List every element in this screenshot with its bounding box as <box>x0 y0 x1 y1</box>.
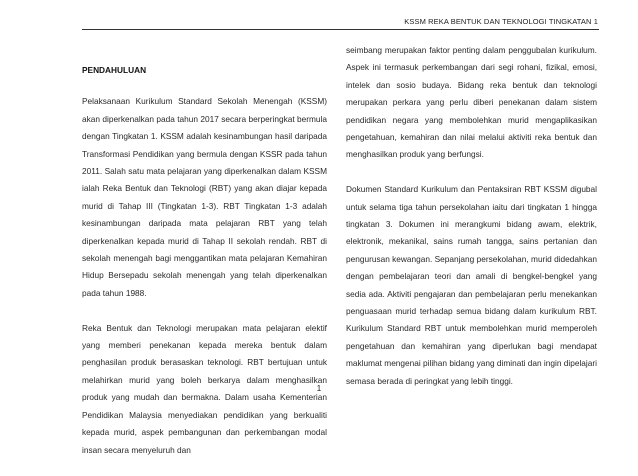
page-number: 1 <box>316 384 322 393</box>
left-column <box>82 42 327 476</box>
left-paragraph-2: Reka Bentuk dan Teknologi merupakan mata pelajaran elektif yang memberi penekanan kepada mereka bentuk dalam penghasilan produk berasaskan teknologi. RBT bertujuan untuk melahirkan murid yang boleh berkarya dalam menghasilkan produk yang mudah dan bermakna. Dalam usaha Kementerian Pendidikan Malaysia menyediakan pendidikan yang berkualiti kepada murid, aspek pembangunan dan perkembangan modal insan secara menyeluruh dan <box>82 322 327 455</box>
left-paragraph-1: Pelaksanaan Kurikulum Standard Sekolah Menengah (KSSM) akan diperkenalkan pada tahun 2017 secara berperingkat bermula dengan Tingkatan 1. KSSM adalah kesinambungan hasil daripada Transformasi Pendidikan yang bermula dengan KSSR pada tahun 2011. Salah satu mata pelajaran yang diperkenalkan dalam KSSM ialah Reka Bentuk dan Teknologi (RBT) yang akan diajar kepada murid di Tahap III (Tingkatan 1-3). RBT Tingkatan 1-3 adalah kesinambungan daripada mata pelajaran RBT yang telah diperkenalkan kepada murid di Tahap II sekolah rendah. RBT di sekolah menengah bagi menggantikan mata pelajaran Kemahiran Hidup Bersepadu sekolah menengah yang telah diperkenalkan pada tahun 1988. <box>82 96 327 298</box>
header-rule <box>82 29 599 30</box>
right-paragraph-2: Dokumen Standard Kurikulum dan Pentaksiran RBT KSSM digubal untuk selama tiga tahun persekolahan iaitu dari tingkatan 1 hingga tingkatan 3. Dokumen ini merangkumi bidang awam, elektrik, elektronik, mekanikal, sains rumah tangga, sains pertanian dan pengurusan kewangan. Sepanjang persekolahan, murid didedahkan dengan pembelajaran teori dan amali di bengkel-bengkel yang sedia ada. Aktiviti pengajaran dan pembelajaran perlu menekankan penguasaan murid terhadap semua bidang dalam kurikulum RBT. Kurikulum Standard RBT untuk membolehkan murid memperoleh pengetahuan dan kemahiran yang diperlukan bagi mendapat maklumat mengenai pilihan bidang yang diminati dan ingin dipelajari semasa berada di peringkat yang lebih tinggi. <box>346 184 597 386</box>
section-heading: PENDAHULUAN <box>82 65 147 75</box>
running-header-title: KSSM REKA BENTUK DAN TEKNOLOGI TINGKATAN 1 <box>404 17 598 26</box>
right-column <box>346 42 597 408</box>
right-paragraph-1: seimbang merupakan faktor penting dalam penggubalan kurikulum. Aspek ini termasuk perkembangan dari segi rohani, fizikal, emosi, intelek dan sosio budaya. Bidang reka bentuk dan teknologi merupakan perkara yang perlu diberi penekanan dalam sistem pendidikan negara yang membolehkan murid mengaplikasikan pengetahuan, kemahiran dan nilai melalui aktiviti reka bentuk dan menghasilkan produk yang berfungsi. <box>346 45 597 160</box>
